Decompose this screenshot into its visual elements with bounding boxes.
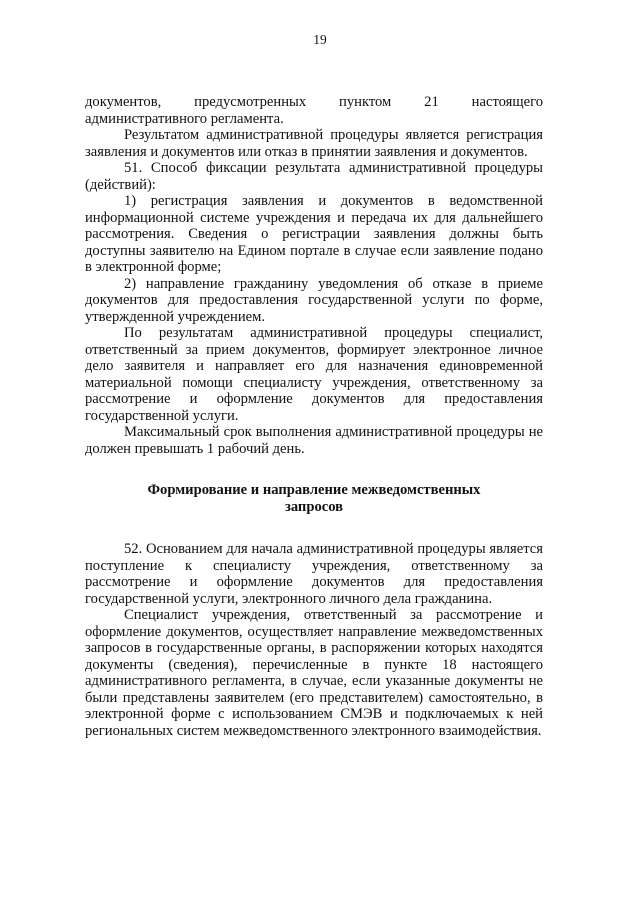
paragraph-continuation: документов, предусмотренных пунктом 21 настоящего административного регламента. [85,94,543,127]
paragraph-subitem-1: 1) регистрация заявления и документов в ведомственной информационной системе учреждения и передача их для дальнейшего рассмотрения. Сведения о регистрации заявления должны быть доступны заявителю на Едином портале в случае если заявление подано в электронной форме; [85,193,543,275]
section-heading-line-1: Формирование и направление межведомственных [147,482,481,498]
paragraph-interagency-requests: Специалист учреждения, ответственный за рассмотрение и оформление документов, осуществляет направление межведомственных запросов в государственные органы, в распоряжении которых находятся документы (сведения), перечисленные в пункте 18 настоящего административного регламента, в случае, если указанные документы не были представлены заявителем (его представителем) самостоятельно, в электронной форме с использованием СМЭВ и подключаемых к ней региональных систем межведомственного электронного взаимодействия. [85,607,543,739]
paragraph-procedure-result: Результатом административной процедуры является регистрация заявления и документов или отказ в принятии заявления и документов. [85,127,543,160]
paragraph-max-duration: Максимальный срок выполнения административной процедуры не должен превышать 1 рабочий день. [85,424,543,457]
paragraph-procedure-outcome: По результатам административной процедуры специалист, ответственный за прием документов, формирует электронное личное дело заявителя и направляет его для назначения единовременной материальной помощи специалисту учреждения, ответственному за рассмотрение и оформление документов для предоставления государственной услуги. [85,325,543,424]
section-heading [85,482,543,515]
section-heading-line-2: запросов [284,498,344,515]
paragraph-subitem-2: 2) направление гражданину уведомления об отказе в приеме документов для предоставления государственной услуги по форме, утвержденной учреждением. [85,275,543,325]
page-number: 19 [313,32,327,47]
page-content [85,94,543,739]
paragraph-item-52: 52. Основанием для начала административной процедуры является поступление к специалисту учреждения, ответственному за рассмотрение и оформление документов для предоставления государственной услуги, электронного личного дела гражданина. [85,541,543,607]
paragraph-item-51: 51. Способ фиксации результата административной процедуры (действий): [85,160,543,193]
